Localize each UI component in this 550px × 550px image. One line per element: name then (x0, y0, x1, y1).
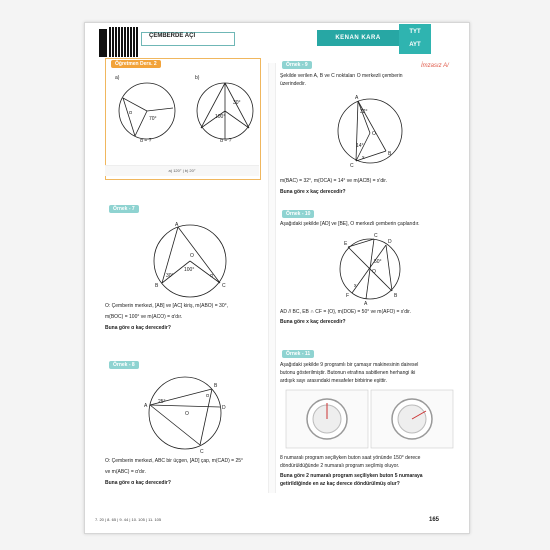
qr-code-icon[interactable] (109, 27, 139, 57)
topic-title: ÇEMBERDE AÇI (149, 33, 196, 39)
example-9-question: Buna göre x kaç derecedir? (280, 189, 346, 195)
example-10-figure (330, 229, 410, 309)
example-7-tag: Örnek - 7 (109, 205, 139, 213)
ex9-label-c: C (350, 163, 354, 169)
example-9-tag: Örnek - 9 (282, 61, 312, 69)
part-a-label: a) (115, 75, 120, 81)
example-11-question-1: Buna göre 2 numaralı program seçiliyken buton 5 numaraya (280, 473, 423, 479)
ex8-label-d: D (222, 405, 226, 411)
example-8-question: Buna göre α kaç derecedir? (105, 480, 171, 486)
washing-machine-dials (285, 389, 455, 449)
ex10-label-d: D (388, 239, 392, 245)
ex8-label-b: B (214, 383, 218, 389)
fig-a-alpha: α (129, 110, 132, 116)
example-8-figure (130, 373, 240, 458)
side-strip (99, 29, 107, 57)
example-10-text-2: AD // BC, EB ∩ CF = {O}, m(DOE) = 50° ve m(AFO) = x'dir. (280, 309, 411, 315)
ex10-label-f: F (346, 293, 350, 299)
ex8-label-a: A (144, 403, 148, 409)
ex8-label-c: C (200, 449, 204, 455)
example-8-text-2: ve m(ABC) = α'dır. (105, 469, 146, 475)
ex7-angle-100: 100° (184, 267, 195, 273)
example-7-text-1: O: Çemberin merkezi, [AB] ve [AC] kiriş, m(ABO) = 30°, (105, 303, 229, 309)
ex9-angle-14: 14° (356, 143, 364, 149)
logo-line-1: TYT (409, 29, 421, 35)
example-11-text-1: Aşağıdaki şekilde 9 programlı bir çamaşır makinesinin dairesel (280, 362, 419, 368)
ex7-label-b: B (155, 283, 159, 289)
example-9-figure (330, 91, 410, 171)
ex7-angle-30: 30° (166, 273, 174, 279)
center-divider (268, 63, 276, 493)
learning-box-answers: a) 120° | b) 20° (105, 165, 259, 176)
tyt-ayt-logo (399, 24, 431, 54)
ex9-angle-32: 32° (360, 109, 368, 115)
ex7-label-c: C (222, 283, 226, 289)
example-10-question: Buna göre x kaç derecedir? (280, 319, 346, 325)
example-11-text-4: 8 numaralı program seçiliyken buton saat yönünde 150° derece (280, 455, 421, 461)
logo-line-2: AYT (409, 42, 421, 48)
example-11-tag: Örnek - 11 (282, 350, 314, 358)
example-11-text-3: ardışık sayı arasındaki mesafeler birbirine eşittir. (280, 378, 387, 384)
ex10-label-b: B (394, 293, 398, 299)
example-8-tag: Örnek - 8 (109, 361, 139, 369)
ex10-label-o: O (372, 269, 376, 275)
ex10-label-e: E (344, 241, 348, 247)
ex7-label-o: O (190, 253, 194, 259)
ex8-label-o: O (185, 411, 189, 417)
example-7-question: Buna göre α kaç derecedir? (105, 325, 171, 331)
handwritten-signature: İmzasız A/ (421, 63, 449, 69)
ex7-angle-alpha: α (210, 273, 213, 279)
ex7-label-a: A (175, 222, 179, 228)
example-7-text-2: m(BOC) = 100° ve m(ACO) = α'dır. (105, 314, 183, 320)
ex10-angle-50: 50° (374, 259, 382, 265)
ex8-angle-alpha: α (206, 393, 209, 399)
document-page (84, 22, 470, 534)
example-11-question-2: getirildiğinde en az kaç derece döndürülmüş olur? (280, 481, 400, 487)
learning-box-figures (115, 78, 265, 148)
example-11-text-2: butonu gösterilmiştir. Butonun etrafına sabitlenen herhangi iki (280, 370, 416, 376)
page-number: 165 (429, 517, 440, 523)
example-9-text-1: Şekilde verilen A, B ve C noktaları O merkezli çemberin (280, 73, 403, 79)
ex10-angle-x: x (354, 283, 357, 289)
ex10-label-a: A (364, 301, 368, 307)
example-11-text-5: döndürüldüğünde 2 numaralı program seçilmiş oluyor. (280, 463, 400, 469)
footer-answer-key: 7. 20 | 8. 65 | 9. 44 | 10. 105 | 11. 105 (95, 517, 162, 522)
brand-banner: KENAN KARA (317, 30, 399, 46)
ex9-angle-x: x (362, 155, 365, 161)
example-10-tag: Örnek - 10 (282, 210, 314, 218)
example-8-text-1: O: Çemberin merkezi, ABC bir üçgen, [AD] çap, m(CAD) = 25° (105, 458, 244, 464)
fig-b-100: 100° (215, 114, 226, 120)
ex9-label-a: A (355, 95, 359, 101)
fig-b-30: 30° (233, 100, 241, 106)
fig-a-70: 70° (149, 116, 157, 122)
part-b-label: b) (195, 75, 200, 81)
part-b-question: α = ? (220, 138, 232, 144)
example-10-text-1: Aşağıdaki şekilde [AD] ve [BE], O merkezli çemberin çaplarıdır. (280, 221, 420, 227)
ex9-label-b: B (388, 151, 392, 157)
ex9-label-o: O (372, 131, 376, 137)
teacher-example-tag: Öğretmen Ders. 2 (111, 60, 161, 68)
ex10-label-c: C (374, 233, 378, 239)
example-7-figure (140, 221, 240, 301)
ex8-angle-25: 25° (158, 399, 166, 405)
part-a-question: α = ? (140, 138, 152, 144)
example-9-text-3: m(BAC) = 32°, m(OCA) = 14° ve m(ACB) = x'dir. (280, 178, 388, 184)
example-9-text-2: üzerindedir. (280, 81, 306, 87)
